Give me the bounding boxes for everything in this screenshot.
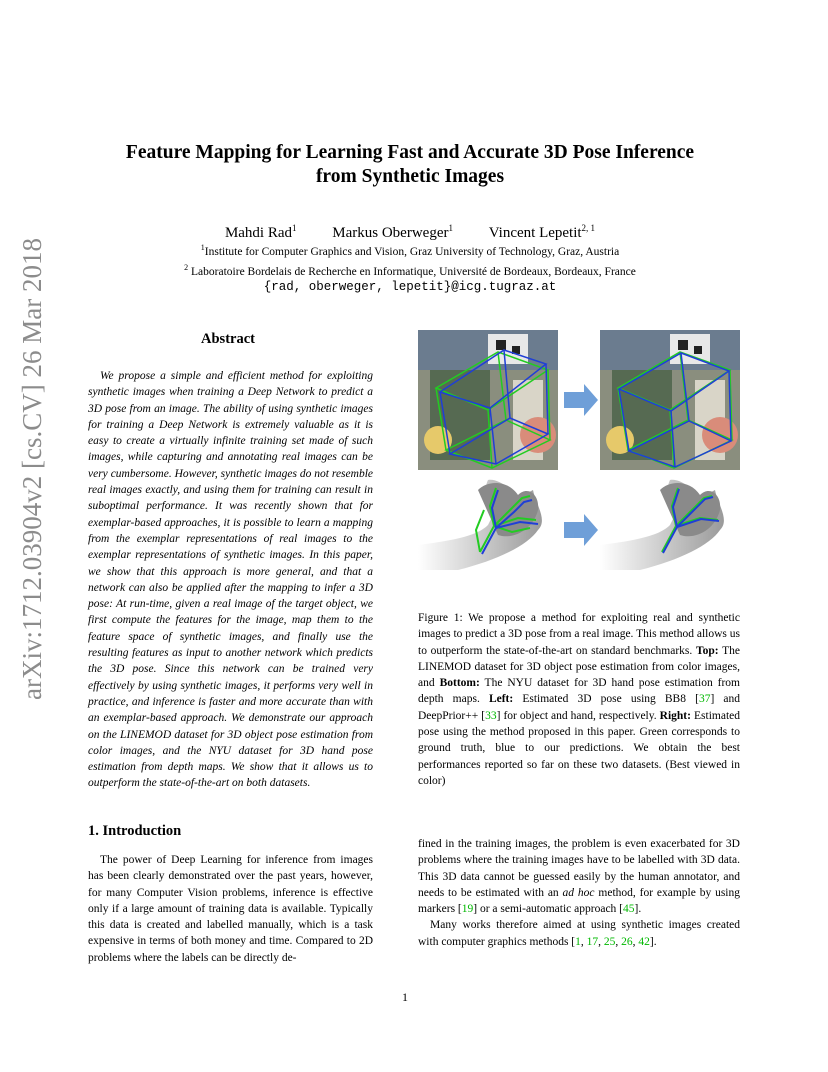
caption-keyword: Left: (488, 693, 514, 706)
caption-keyword: Top: (696, 644, 719, 657)
body-text: Many works therefore aimed at using synthetic images created with computer graphics methods [ (418, 919, 740, 948)
abstract-body: We propose a simple and efficient method for exploiting synthetic images when training a Deep Network to predict a 3D pose from an image. The ability of using synthetic images for training a Deep Network is extremely valuable as it is easy to create a virtually infinite training set made of such images, while capturing and annotating real images can be very cumbersome. However, synthetic images do not resemble real images exactly, and using them for training can result in suboptimal performance. It was recently shown that for exemplar-based approaches, it is possible to learn a mapping from the exemplar representations of real images to the exemplar representations of synthetic images. In this paper, we show that this approach is more general, and that a network can also be applied after the mapping to infer a 3D pose: At run-time, given a real image of the target object, we first compute the features for the image, map them to the feature space of synthetic images, and finally use the resulting features as input to another network which predicts the 3D pose. Since this network can be trained very effectively by using synthetic images, it performs very well in practice, and inference is faster and more accurate than with an exemplar-based approach. We demonstrate our approach on the LINEMOD dataset for 3D object pose estimation from color images, and the NYU dataset for 3D hand pose estimation from depth maps. We show that it allows us to outperform the state-of-the-art on both datasets. (88, 370, 373, 790)
caption-label: Figure 1: (418, 612, 463, 624)
intro-column-left (88, 852, 373, 966)
affiliation-2 (60, 261, 760, 279)
figure-1 (418, 330, 740, 598)
nyu-hand-before-image (418, 480, 542, 570)
section-heading-introduction: 1. Introduction (88, 823, 182, 839)
nyu-hand-after-image (600, 480, 724, 570)
affiliation-number: 2 (184, 263, 189, 272)
caption-keyword: Bottom: (439, 677, 480, 690)
affiliation-text: Laboratoire Bordelais de Recherche en Informatique, Université de Bordeaux, Bordeaux, France (188, 265, 636, 278)
author-1 (225, 225, 297, 241)
affiliation-text: Institute for Computer Graphics and Vision, Graz University of Technology, Graz, Austria (204, 245, 620, 258)
author-2 (332, 225, 453, 241)
body-text: ] or a semi-automatic approach [ (473, 903, 624, 916)
body-text: ]. (634, 903, 642, 916)
author-name: Markus Oberweger (332, 225, 449, 241)
citation-link[interactable]: 33 (485, 709, 497, 722)
author-emails: {rad, oberweger, lepetit}@icg.tugraz.at (263, 280, 557, 294)
caption-text: The NYU dataset for 3D hand pose estimation from depth maps. (418, 677, 740, 706)
linemod-before-image (418, 330, 558, 470)
title-line-1: Feature Mapping for Learning Fast and Accurate 3D Pose Inference (125, 142, 695, 163)
body-text: ]. (649, 935, 657, 948)
affiliation-number: 1 (200, 243, 205, 252)
citation-link[interactable]: 19 (461, 903, 474, 916)
citation-link[interactable]: 17 (586, 935, 599, 948)
paper-title (60, 141, 760, 189)
author-name: Mahdi Rad (224, 225, 293, 241)
author-affiliation-mark: 2, 1 (581, 223, 596, 233)
title-line-2: from Synthetic Images (315, 166, 505, 187)
caption-keyword: Right: (659, 709, 691, 722)
linemod-after-image (600, 330, 740, 470)
citation-link[interactable]: 42 (638, 935, 650, 948)
caption-text: Estimated 3D pose using BB8 [ (513, 693, 699, 706)
figure-1-caption (418, 610, 740, 789)
intro-column-right (418, 836, 740, 950)
intro-paragraph: Many works therefore aimed at using synthetic images created with computer graphics methods [1, 17, 25, 26, 42]. (418, 919, 740, 948)
citation-link[interactable]: 45 (623, 903, 635, 916)
caption-text: Estimated pose using the method proposed in this paper. Green corresponds to ground truth, blue to our predictions. We obtain the best performances reported so far on these two datasets. (Best viewed in color) (418, 709, 740, 787)
citation-link[interactable]: 1 (575, 935, 581, 948)
caption-text: The LINEMOD dataset for 3D object pose estimation from color images, and (418, 644, 741, 690)
caption-text: ] for object and hand, respectively. (496, 709, 660, 722)
authors (60, 218, 760, 243)
citation-link[interactable]: 37 (698, 693, 711, 706)
intro-paragraph: The power of Deep Learning for inference from images has been clearly demonstrated over the past years, however, for many Computer Vision problems, inference is effective only if a large amount of training data is available. Typically this data is created and labelled manually, which is a task expensive in terms of both money and time. Compared to 2D problems where the labels can be directly de- (88, 854, 373, 964)
author-3 (489, 225, 595, 241)
affiliation-1 (60, 241, 760, 259)
arrow-right-icon (564, 514, 598, 546)
intro-paragraph (418, 836, 740, 917)
body-text: fined in the training images, the problem is even exacerbated for 3D problems where the training images have to be labelled with 3D data. This 3D data cannot be guessed easily by the human annotator, and needs to be estimated with an (418, 838, 740, 899)
citation-link[interactable]: 26 (621, 935, 633, 948)
author-name: Vincent Lepetit (488, 225, 582, 241)
arrow-right-icon (564, 384, 598, 416)
author-affiliation-mark: 1 (292, 223, 297, 233)
caption-text: ] and DeepPrior++ [ (418, 693, 740, 722)
caption-text: We propose a method for exploiting real and synthetic images to predict a 3D pose from a real image. This method allows us to outperform the state-of-the-art on standard benchmarks. (418, 612, 740, 657)
page-number: 1 (402, 990, 408, 1004)
abstract-heading: Abstract (201, 331, 255, 347)
body-text: method, for example by using markers [ (418, 886, 741, 916)
author-affiliation-mark: 1 (448, 223, 453, 233)
citation-link[interactable]: 25 (603, 935, 616, 948)
arxiv-stamp: arXiv:1712.03904v2 [cs.CV] 26 Mar 2018 (17, 238, 47, 700)
body-text-italic: ad hoc (562, 886, 595, 899)
